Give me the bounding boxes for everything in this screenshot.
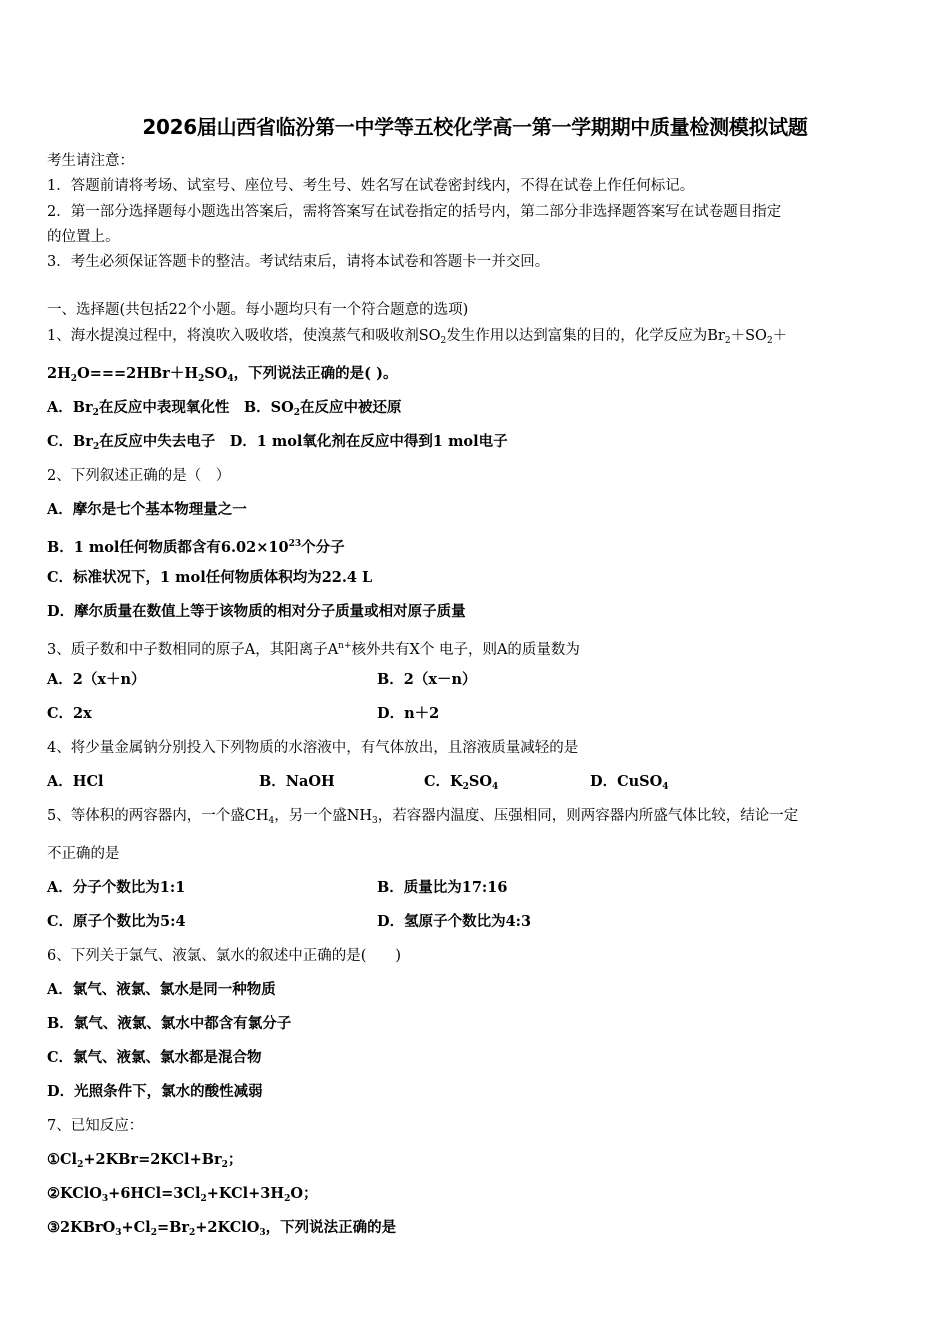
- q1-stem: 1、海水提溴过程中，将溴吹入吸收塔，使溴蒸气和吸收剂$SO_2$发生作用以达到富集的目的，化学反应为$Br_2+SO_2+$: [47, 328, 788, 346]
- q1-options-ab: A．$Br_2$在反应中表现氧化性 B．$SO_2$在反应中被还原: [47, 399, 402, 418]
- q1-stem-cont: $2H_2O===2HBr+H_2SO_4$，下列说法正确的是( )。: [47, 365, 398, 384]
- q3-stem: 3、质子数和中子数相同的原子A，其阳离子$A^{n+}$核外共有X个 电子，则A的质量数为: [47, 641, 580, 658]
- q5-option-d: D．氢原子个数比为4:3: [377, 913, 532, 930]
- notice-item-1: 1．答题前请将考场、试室号、座位号、考生号、姓名写在试卷密封线内，不得在试卷上作任何标记。: [47, 178, 695, 194]
- q6-stem: 6、下列关于氯气、液氯、氯水的叙述中正确的是( ): [47, 948, 402, 964]
- notice-item-2-cont: 的位置上。: [47, 229, 120, 245]
- q3-option-c: C．2x: [47, 705, 92, 722]
- q2-option-a: A．摩尔是七个基本物理量之一: [47, 501, 247, 518]
- q5-stem-cont: 不正确的是: [47, 846, 120, 862]
- q4-option-a: A．HCl: [47, 773, 104, 790]
- q6-option-c: C．氯气、液氯、氯水都是混合物: [47, 1049, 262, 1066]
- notice-item-2: 2．第一部分选择题每小题选出答案后，需将答案写在试卷指定的括号内，第二部分非选择题答案写在试卷题目指定: [47, 204, 782, 220]
- q7-reaction-1: $①Cl_2+2KBr=2KCl+Br_2$；: [47, 1151, 243, 1170]
- q4-option-c: C．$K_2SO_4$: [424, 773, 499, 792]
- q3-option-a: A．2（x＋n）: [47, 671, 146, 688]
- q5-option-c: C．原子个数比为5:4: [47, 913, 186, 930]
- q6-option-b: B．氯气、液氯、氯水中都含有氯分子: [47, 1015, 292, 1032]
- q2-option-d: D．摩尔质量在数值上等于该物质的相对分子质量或相对原子质量: [47, 603, 466, 620]
- q4-option-d: D．CuSO$_4$: [590, 773, 669, 792]
- notice-item-3: 3．考生必须保证答题卡的整洁。考试结束后，请将本试卷和答题卡一并交回。: [47, 254, 550, 270]
- q4-stem: 4、将少量金属钠分别投入下列物质的水溶液中，有气体放出，且溶液质量减轻的是: [47, 740, 579, 756]
- q6-option-a: A．氯气、液氯、氯水是同一种物质: [47, 981, 276, 998]
- q5-option-b: B．质量比为17:16: [377, 879, 508, 896]
- q3-option-d: D．n＋2: [377, 705, 440, 722]
- q5-stem: 5、等体积的两容器内，一个盛$CH_4$，另一个盛$NH_3$，若容器内温度、压强相同，则两容器内所盛气体比较，结论一定: [47, 808, 799, 826]
- q7-reaction-2: $②KClO_3+6HCl=3Cl_2+KCl+3H_2O$；: [47, 1185, 318, 1204]
- q4-option-b: B．NaOH: [259, 773, 335, 790]
- notice-heading: 考生请注意：: [47, 153, 134, 169]
- q1-options-cd: C．$Br_2$在反应中失去电子 D．1 mol氧化剂在反应中得到1 mol电子: [47, 433, 508, 452]
- q5-option-a: A．分子个数比为1:1: [47, 879, 186, 896]
- page-title: 2026届山西省临汾第一中学等五校化学高一第一学期期中质量检测模拟试题: [142, 115, 808, 139]
- q2-option-b: B．1 mol任何物质都含有$6.02\times 10^{23}$个分子: [47, 539, 345, 556]
- q7-stem: 7、已知反应：: [47, 1118, 144, 1134]
- section-heading: 一、选择题(共包括22个小题。每小题均只有一个符合题意的选项): [47, 302, 469, 318]
- q4-options: [47, 772, 747, 792]
- q2-option-c: C．标准状况下，1 mol任何物质体积均为22.4 L: [47, 569, 373, 586]
- q3-option-b: B．2（x－n）: [377, 671, 477, 688]
- q7-reaction-3: $③2KBrO_3+Cl_2=Br_2+2KClO_3$，下列说法正确的是: [47, 1219, 397, 1238]
- q6-option-d: D．光照条件下，氯水的酸性减弱: [47, 1083, 263, 1100]
- q2-stem: 2、下列叙述正确的是（ ）: [47, 468, 231, 484]
